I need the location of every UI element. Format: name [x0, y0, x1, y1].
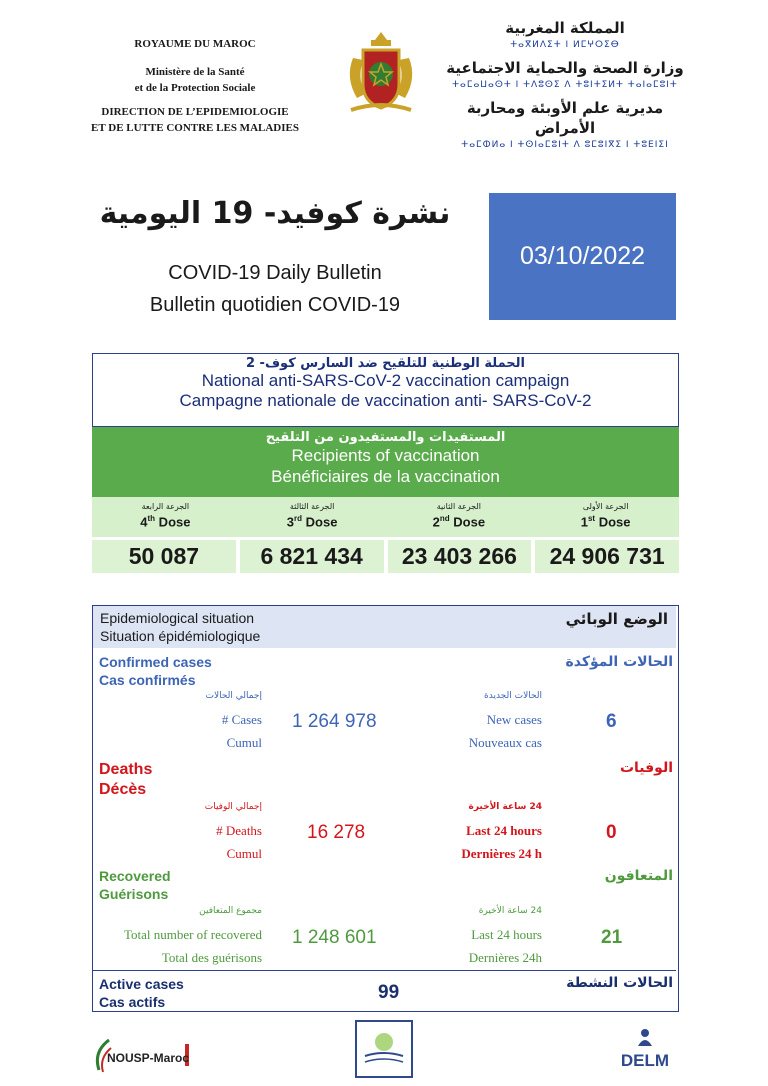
recovered-arabic: المتعافون	[604, 868, 673, 884]
ministry-arabic: وزارة الصحة والحماية الاجتماعية	[446, 59, 684, 77]
confirmed-french: Cas confirmés	[99, 672, 196, 688]
active-arabic: الحالات النشطة	[566, 975, 673, 991]
label-arabic: مجموع المتعافين	[199, 906, 262, 916]
label-english: Last 24 hours	[471, 927, 542, 942]
dose-label: 1st Dose	[580, 514, 631, 530]
recovered-english: Recovered	[99, 868, 171, 884]
label-french: Dernières 24h	[468, 950, 542, 965]
dose-arabic: الجرعة الثانية	[436, 502, 482, 511]
dose-arabic: الجرعة الأولى	[582, 502, 629, 511]
direction-arabic: مديرية علم الأوبئة ومحاربة الأمراض	[466, 99, 664, 137]
label-french: Cumul	[226, 735, 262, 750]
kingdom-tifinagh: ⵜⴰⴳⵍⴷⵉⵜ ⵏ ⵍⵎⵖⵔⵉⴱ	[510, 40, 620, 50]
campaign-title-arabic: الحملة الوطنية للتلقيح ضد السارس كوف- 2	[245, 356, 526, 371]
bulletin-date: 03/10/2022	[489, 193, 676, 320]
bulletin-title-english: COVID-19 Daily Bulletin	[168, 262, 382, 284]
kingdom-label: ROYAUME DU MAROC	[134, 38, 256, 50]
label-arabic: 24 ساعة الأخيرة	[468, 802, 542, 812]
ministry-center-logo-icon	[355, 1020, 413, 1078]
confirmed-arabic: الحالات المؤكدة	[565, 654, 673, 670]
direction-tifinagh: ⵜⴰⵎⵀⵍⴰ ⵏ ⵜⵙⵏⴰⵎⵓⵏⵜ ⴷ ⵓⵎⵓⵏⴳⵉ ⵏ ⵜⵓⴹⵏⵉⵏ	[461, 140, 669, 150]
dose-label-3rd	[239, 497, 386, 537]
delm-label: DELM	[620, 1051, 670, 1070]
active-heading	[99, 975, 184, 1011]
deaths-total-value: 16 278	[307, 822, 366, 843]
bulletin-title-french: Bulletin quotidien COVID-19	[149, 294, 401, 316]
deaths-english: Deaths	[99, 761, 153, 778]
dose-value-2nd: 23 403 266	[388, 540, 532, 573]
campaign-title-english: National anti-SARS-CoV-2 vaccination campaign	[201, 371, 570, 390]
confirmed-total-labels	[150, 685, 262, 754]
confirmed-english: Confirmed cases	[99, 654, 212, 670]
recovered-total-value: 1 248 601	[292, 927, 377, 948]
recovered-new-value: 21	[601, 927, 623, 948]
dose-values-row	[92, 540, 679, 573]
dose-labels-row	[92, 497, 679, 537]
deaths-french: Décès	[99, 781, 147, 798]
recovered-heading	[99, 867, 171, 903]
label-english: Total number of recovered	[123, 927, 262, 942]
deaths-arabic: الوفيات	[619, 760, 673, 776]
recovered-new-labels	[430, 900, 542, 969]
ministry-line-2: et de la Protection Sociale	[134, 82, 256, 94]
epi-title-arabic: الوضع الوبائي	[565, 610, 668, 628]
label-arabic: الحالات الجديدة	[484, 691, 542, 701]
epi-title-french: Situation épidémiologique	[100, 628, 261, 644]
dose-label: 4th Dose	[140, 514, 191, 530]
recipients-band	[92, 427, 679, 497]
label-english: # Deaths	[216, 823, 262, 838]
label-arabic: إجمالي الحالات	[205, 691, 262, 701]
dose-arabic: الجرعة الرابعة	[141, 502, 190, 511]
confirmed-total-value: 1 264 978	[292, 711, 377, 732]
recipients-arabic: المستفيدات والمستفيدون من التلقيح	[265, 430, 506, 445]
label-english: Last 24 hours	[466, 823, 542, 838]
epi-title-english: Epidemiological situation	[100, 610, 255, 626]
nousp-logo-icon	[93, 1030, 191, 1076]
dose-label-2nd	[386, 497, 533, 537]
dose-label: 2nd Dose	[432, 514, 486, 530]
campaign-title-french: Campagne nationale de vaccination anti- SARS-CoV-2	[179, 391, 592, 410]
recipients-french: Bénéficiaires de la vaccination	[271, 467, 500, 486]
deaths-total-labels	[150, 796, 262, 865]
deaths-new-labels	[430, 796, 542, 865]
label-arabic: 24 ساعة الأخيرة	[478, 906, 542, 916]
kingdom-arabic: المملكة المغربية	[505, 19, 625, 37]
label-english: New cases	[486, 712, 542, 727]
header-french	[60, 36, 330, 136]
label-french: Nouveaux cas	[468, 735, 542, 750]
confirmed-heading	[99, 653, 212, 689]
delm-logo	[610, 1028, 680, 1083]
ministry-tifinagh: ⵜⴰⵎⴰⵡⴰⵙⵜ ⵏ ⵜⴷⵓⵙⵉ ⴷ ⵜⵓⵏⵜⵉⵍⵜ ⵜⴰⵏⴰⵎⵓⵏⵜ	[452, 80, 678, 90]
dose-value-1st: 24 906 731	[535, 540, 679, 573]
label-english: # Cases	[221, 712, 262, 727]
epidemiological-header	[93, 606, 676, 648]
dose-label: 3rd Dose	[286, 514, 338, 530]
epi-title-bilingual	[100, 609, 260, 645]
nousp-label: NOUSP-Maroc	[107, 1051, 190, 1065]
dose-value-3rd: 6 821 434	[240, 540, 384, 573]
recipients-english: Recipients of vaccination	[291, 446, 480, 465]
active-french: Cas actifs	[99, 994, 166, 1010]
label-arabic: إجمالي الوفيات	[204, 802, 262, 812]
active-cases-value: 99	[378, 982, 400, 1003]
dose-label-1st	[532, 497, 679, 537]
bulletin-title-arabic: نشرة كوفيد- 19 اليومية	[99, 196, 451, 231]
confirmed-new-labels	[430, 685, 542, 754]
label-french: Total des guérisons	[161, 950, 262, 965]
direction-line-1: DIRECTION DE L’EPIDEMIOLOGIE	[101, 106, 289, 118]
header-arabic	[440, 18, 690, 152]
label-french: Dernières 24 h	[461, 846, 542, 861]
label-french: Cumul	[226, 846, 262, 861]
recovered-french: Guérisons	[99, 886, 169, 902]
deaths-new-value: 0	[606, 822, 617, 843]
dose-arabic: الجرعة الثالثة	[289, 502, 335, 511]
campaign-box	[92, 353, 679, 427]
direction-line-2: ET DE LUTTE CONTRE LES MALADIES	[91, 122, 299, 134]
active-english: Active cases	[99, 976, 184, 992]
moroccan-coat-of-arms-icon	[333, 28, 429, 124]
dose-value-4th: 50 087	[92, 540, 236, 573]
confirmed-new-value: 6	[606, 711, 617, 732]
recovered-total-labels	[100, 900, 262, 969]
ministry-line-1: Ministère de la Santé	[145, 66, 245, 78]
delm-figure-icon	[635, 1028, 655, 1046]
dose-label-4th	[92, 497, 239, 537]
deaths-heading	[99, 760, 152, 800]
